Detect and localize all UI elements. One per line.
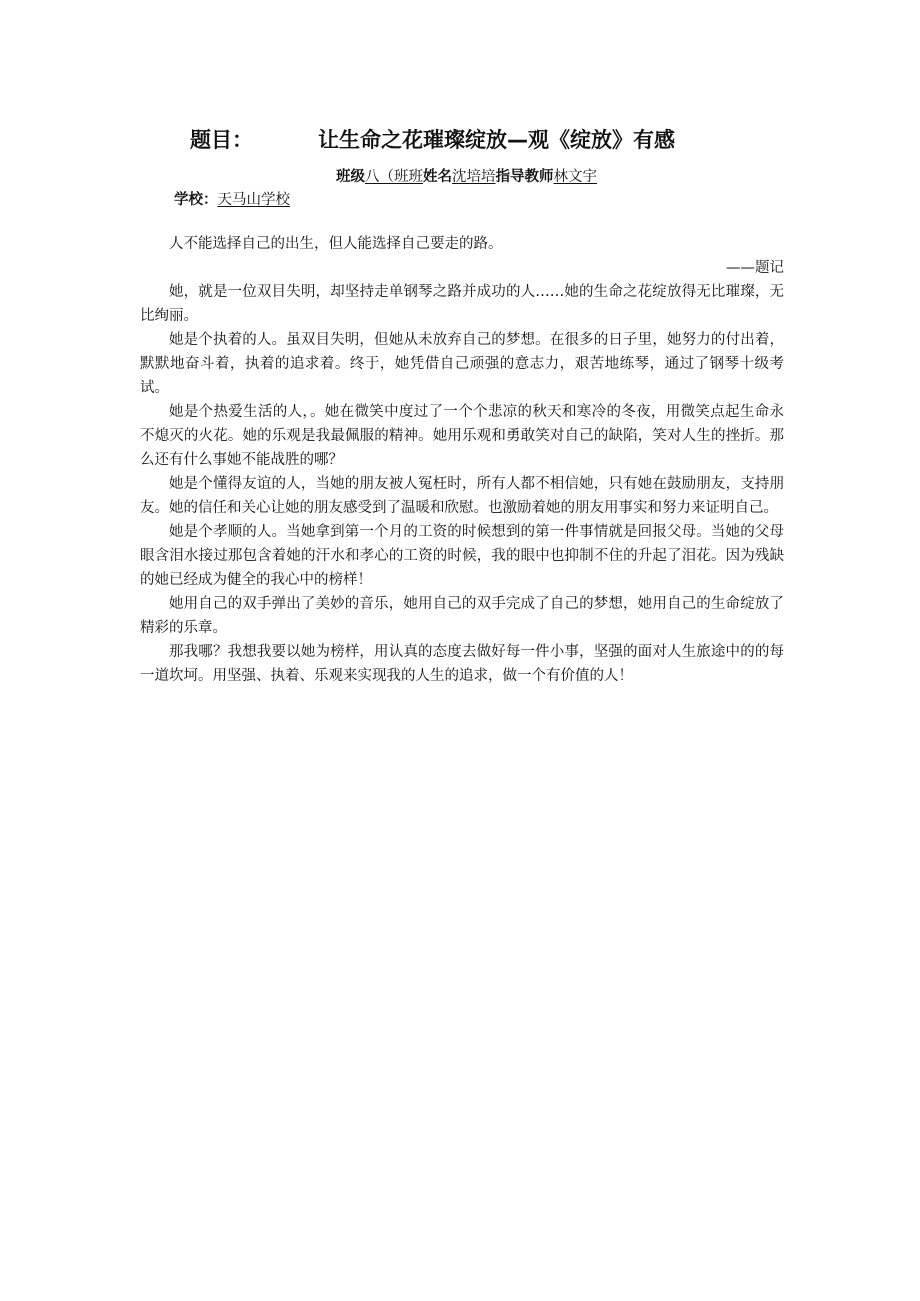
paragraph: 她是个热爱生活的人，。她在微笑中度过了一个个悲凉的秋天和寒冷的冬夜，用微笑点起生命永不熄灭的火花。她的乐观是我最佩服的精神。她用乐观和勇敢笑对自己的缺陷，笑对人生的挫折。那么还有什么事她不能战胜的哪？	[140, 404, 784, 468]
paragraph: 她用自己的双手弹出了美妙的音乐，她用自己的双手完成了自己的梦想，她用自己的生命绽放了精彩的乐章。	[140, 596, 784, 636]
name-label: 姓名	[423, 169, 452, 185]
paragraph: 她是个懂得友谊的人，当她的朋友被人冤枉时，所有人都不相信她，只有她在鼓励朋友，支持朋友。她的信任和关心让她的朋友感受到了温暖和欣慰。也激励着她的朋友用事实和努力来证明自己。	[140, 476, 784, 516]
page-title: 让生命之花璀璨绽放—观《绽放》有感	[318, 128, 675, 152]
teacher-value: 林文宇	[553, 169, 597, 185]
paragraph: 她是个执着的人。虽双目失明，但她从未放弃自己的梦想。在很多的日子里，她努力的付出着，默默地奋斗着，执着的追求着。终于，她凭借自己顽强的意志力，艰苦地练琴，通过了钢琴十级考试。	[140, 332, 784, 396]
title-label: 题目：	[190, 128, 253, 152]
name-value: 沈培培	[452, 169, 496, 185]
school-info-row	[174, 188, 290, 209]
class-value: 八（班班	[365, 169, 423, 185]
class-label: 班级	[336, 169, 365, 185]
school-value: 天马山学校	[217, 192, 290, 208]
title-row	[190, 124, 750, 156]
paragraph: 那我哪？我想我要以她为榜样，用认真的态度去做好每一件小事，坚强的面对人生旅途中的的每一道坎坷。用坚强、执着、乐观来实现我的人生的追求，做一个有价值的人！	[140, 644, 784, 684]
epigraph: 人不能选择自己的出生，但人能选择自己要走的路。	[169, 236, 503, 252]
essay-body	[140, 232, 784, 688]
paragraph: 她，就是一位双目失明，却坚持走单钢琴之路并成功的人……她的生命之花绽放得无比璀璨，无比绚丽。	[140, 284, 784, 324]
epigraph-sign: ——题记	[726, 260, 784, 276]
teacher-label: 指导教师	[495, 169, 554, 185]
school-label: 学校：	[174, 192, 218, 208]
student-info-row	[336, 165, 597, 186]
paragraph: 她是个孝顺的人。当她拿到第一个月的工资的时候想到的第一件事情就是回报父母。当她的父母眼含泪水接过那包含着她的汗水和孝心的工资的时候，我的眼中也抑制不住的升起了泪花。因为残缺的她已经成为健全的我心中的榜样！	[140, 524, 784, 588]
